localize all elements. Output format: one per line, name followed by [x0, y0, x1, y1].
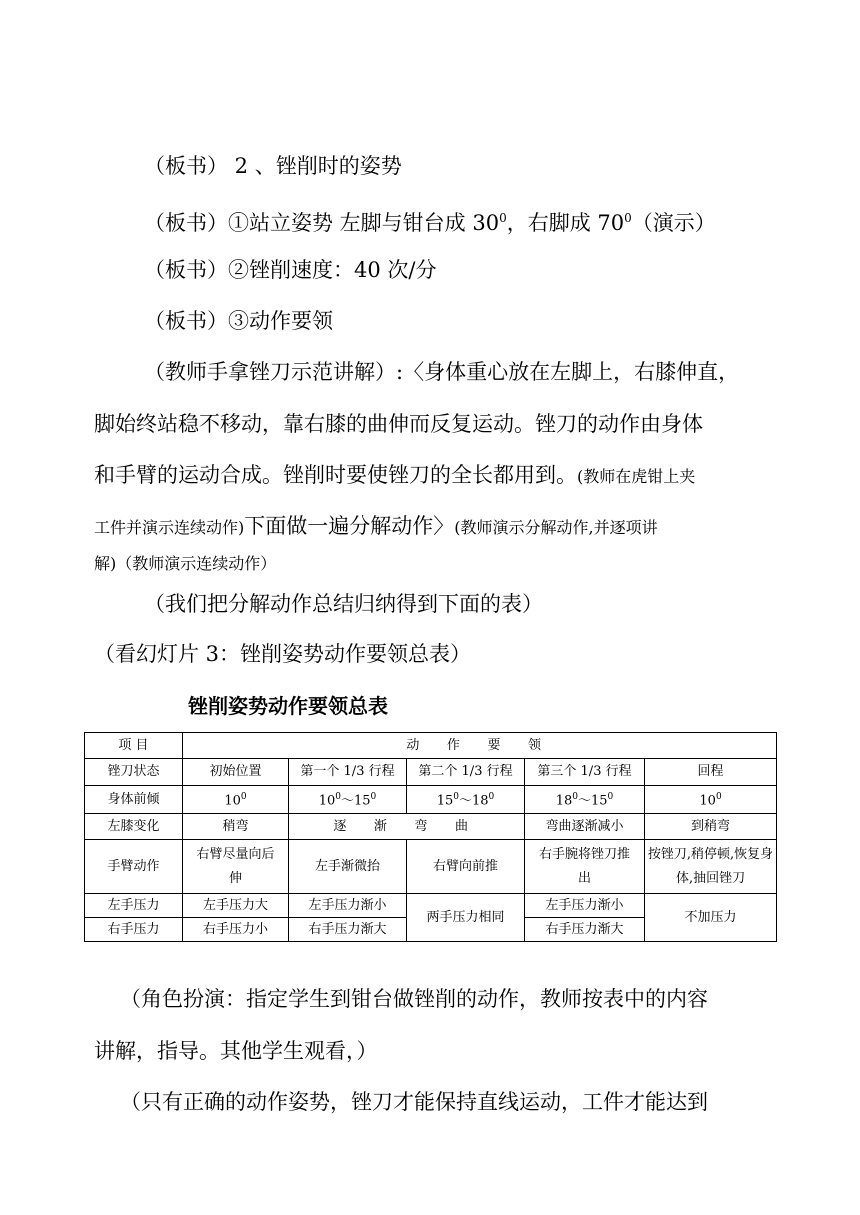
paragraph-summary-intro: （我们把分解动作总结归纳得到下面的表） [144, 592, 543, 616]
paragraph-role-play-line1: （角色扮演：指定学生到钳台做锉削的动作，教师按表中的内容 [120, 987, 708, 1011]
table-row: 身体前倾 $10^0$ $10^0\sim 15^0$ $15^0\sim 18^0$ $18^0\sim 15^0$ $10^0$ [85, 786, 777, 814]
paragraph-filing-speed: （板书）②锉削速度：40 次/分 [144, 258, 437, 282]
paragraph-standing-posture: （板书）①站立姿势 左脚与钳台成 $30^0$，右脚成 $70^0$（演示） [144, 211, 716, 235]
paragraph-correct-posture: （只有正确的动作姿势，锉刀才能保持直线运动，工件才能达到 [120, 1090, 708, 1114]
paragraph-slide-3: （看幻灯片 3：锉削姿势动作要领总表） [94, 642, 472, 666]
paragraph-demo-line1: （教师手拿锉刀示范讲解）:〈身体重心放在左脚上，右膝伸直， [144, 360, 740, 384]
paragraph-demo-line4: 工件并演示连续动作)下面做一遍分解动作〉(教师演示分解动作,并逐项讲 [94, 514, 658, 538]
table-header-row [85, 733, 777, 759]
paragraph-demo-line5: 解)（教师演示连续动作） [94, 554, 277, 573]
table-row: 左手压力 左手压力大 左手压力渐小 两手压力相同 左手压力渐小 不加压力 [85, 894, 777, 918]
header-action-points: 动 作 要 领 [183, 733, 777, 759]
paragraph-demo-line3: 和手臂的运动合成。锉削时要使锉刀的全长都用到。(教师在虎钳上夹 [94, 463, 696, 487]
header-item: 项 目 [85, 733, 183, 759]
paragraph-board-2: （板书） 2 、锉削时的姿势 [144, 154, 402, 178]
table-row: 右手压力 右手压力小 右手压力渐大 右手压力渐大 [85, 918, 777, 942]
paragraph-action-points: （板书）③动作要领 [144, 309, 333, 333]
action-summary-table [84, 732, 777, 942]
table-title: 锉削姿势动作要领总表 [188, 694, 388, 718]
table-row: 锉刀状态 初始位置 第一个 1/3 行程 第二个 1/3 行程 第三个 1/3 行程 回程 [85, 759, 777, 786]
table-row: 手臂动作 右臂尽量向后伸 左手渐微抬 右臂向前推 右手腕将锉刀推出 按锉刀,稍停顿,恢复身体,抽回锉刀 [85, 840, 777, 894]
paragraph-role-play-line2: 讲解，指导。其他学生观看，） [94, 1039, 378, 1063]
table-row: 左膝变化 稍弯 逐 渐 弯 曲 弯曲逐渐减小 到稍弯 [85, 814, 777, 840]
paragraph-demo-line2: 脚始终站稳不移动，靠右膝的曲伸而反复运动。锉刀的动作由身体 [94, 412, 703, 436]
